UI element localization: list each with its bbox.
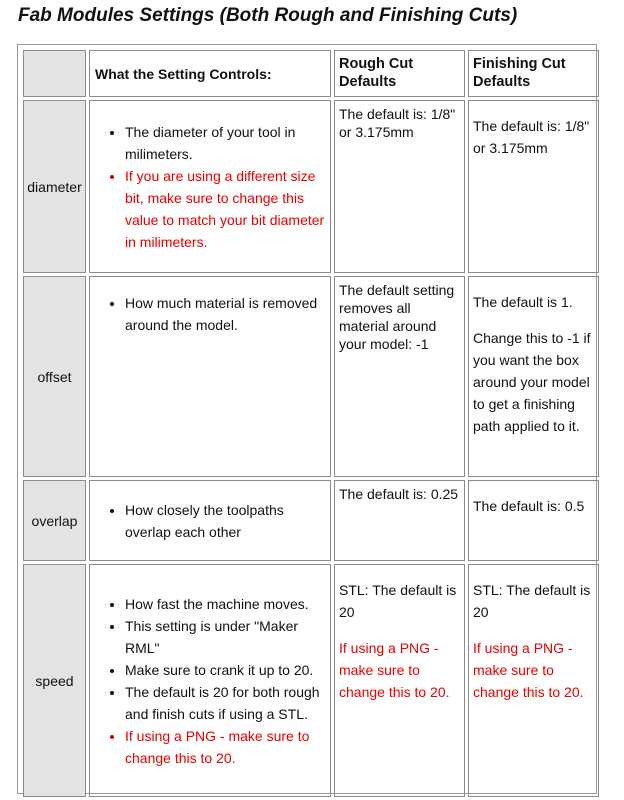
list-item: • How closely the toolpaths overlap each other bbox=[125, 499, 328, 543]
table-row bbox=[23, 100, 599, 273]
rough-cell-overlap bbox=[334, 480, 465, 561]
rough-default-text: The default is: 0.25 bbox=[339, 486, 459, 502]
finishing-warning-text: If using a PNG - make sure to change this to 20. bbox=[473, 640, 584, 700]
finishing-cell-overlap bbox=[468, 480, 599, 561]
list-item: • How fast the machine moves. bbox=[125, 593, 328, 615]
list-item: • This setting is under "Maker RML" bbox=[125, 615, 328, 659]
rough-default-text: STL: The default is 20 bbox=[339, 582, 457, 620]
list-item: • How much material is removed around the model. bbox=[125, 292, 328, 336]
rough-default-text: The default setting removes all material around your model: -1 bbox=[339, 282, 455, 352]
controls-cell-diameter bbox=[89, 100, 331, 273]
table-row bbox=[23, 276, 599, 477]
controls-list bbox=[102, 121, 328, 253]
finishing-cell-offset bbox=[468, 276, 599, 477]
header-blank-cell bbox=[23, 50, 86, 97]
finishing-default-text: STL: The default is 20 bbox=[473, 582, 591, 620]
controls-list bbox=[102, 499, 328, 543]
finishing-note-text: Change this to -1 if you want the box around your model to get a finishing path applied to it. bbox=[473, 330, 591, 434]
rough-cell-offset bbox=[334, 276, 465, 477]
controls-list bbox=[102, 292, 328, 336]
warning-list-item: • If you are using a different size bit, make sure to change this value to match your bit diameter in milimeters. bbox=[125, 165, 328, 253]
row-label-diameter: diameter bbox=[23, 100, 86, 273]
finishing-default-text: The default is: 1/8" or 3.175mm bbox=[473, 118, 590, 156]
finishing-default-text: The default is 1. bbox=[473, 294, 573, 310]
row-label-offset: offset bbox=[23, 276, 86, 477]
header-controls: What the Setting Controls: bbox=[89, 50, 331, 97]
list-item: • The diameter of your tool in milimeters. bbox=[125, 121, 328, 165]
table-header-row bbox=[23, 50, 599, 97]
rough-cell-speed bbox=[334, 564, 465, 797]
row-label-overlap: overlap bbox=[23, 480, 86, 561]
row-label-speed: speed bbox=[23, 564, 86, 797]
finishing-cell-diameter bbox=[468, 100, 599, 273]
settings-table bbox=[20, 47, 602, 800]
header-finishing: Finishing Cut Defaults bbox=[468, 50, 599, 97]
rough-cell-diameter bbox=[334, 100, 465, 273]
rough-warning-text: If using a PNG - make sure to change this to 20. bbox=[339, 640, 450, 700]
controls-cell-speed bbox=[89, 564, 331, 797]
finishing-cell-speed bbox=[468, 564, 599, 797]
list-item: • Make sure to crank it up to 20. bbox=[125, 659, 328, 681]
rough-default-text: The default is: 1/8" or 3.175mm bbox=[339, 106, 456, 140]
warning-list-item: • If using a PNG - make sure to change this to 20. bbox=[125, 725, 328, 769]
page-title: Fab Modules Settings (Both Rough and Finishing Cuts) bbox=[18, 5, 518, 26]
list-item: • The default is 20 for both rough and finish cuts if using a STL. bbox=[125, 681, 328, 725]
finishing-default-text: The default is: 0.5 bbox=[473, 498, 585, 514]
controls-list bbox=[102, 593, 328, 769]
controls-cell-offset bbox=[89, 276, 331, 477]
table-row bbox=[23, 564, 599, 797]
table-row bbox=[23, 480, 599, 561]
controls-cell-overlap bbox=[89, 480, 331, 561]
header-rough: Rough Cut Defaults bbox=[334, 50, 465, 97]
